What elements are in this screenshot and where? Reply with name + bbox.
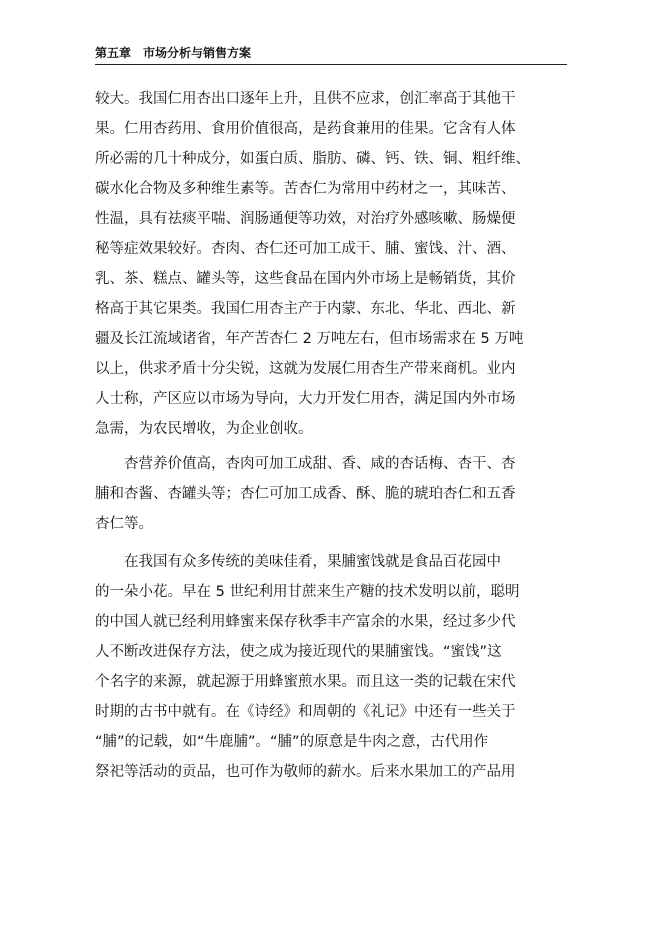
document-body xyxy=(95,84,570,787)
paragraph xyxy=(95,84,570,444)
text-line: 较大。我国仁用杏出口逐年上升，且供不应求，创汇率高于其他干 xyxy=(95,91,516,107)
text-line: 性温，具有祛痰平喘、润肠通便等功效，对治疗外感咳嗽、肠燥便 xyxy=(95,211,516,227)
text-line: 祭祀等活动的贡品，也可作为敬师的薪水。后来水果加工的产品用 xyxy=(95,764,516,780)
text-line: 杏仁等。 xyxy=(95,516,153,532)
header-divider xyxy=(95,64,567,65)
text-line: 杏营养价值高，杏肉可加工成甜、香、咸的杏话梅、杏干、杏 xyxy=(95,456,516,472)
text-line: 人士称，产区应以市场为导向，大力开发仁用杏，满足国内外市场 xyxy=(95,391,516,407)
text-line: 格高于其它果类。我国仁用杏主产于内蒙、东北、华北、西北、新 xyxy=(95,301,516,317)
text-line: 的中国人就已经利用蜂蜜来保存秋季丰产富余的水果，经过多少代 xyxy=(95,614,516,630)
paragraph xyxy=(95,449,570,539)
text-line: 乳、茶、糕点、罐头等，这些食品在国内外市场上是畅销货，其价 xyxy=(95,271,516,287)
text-line: 疆及长江流域诸省，年产苦杏仁 2 万吨左右，但市场需求在 5 万吨 xyxy=(95,331,524,347)
text-line: 所必需的几十种成分，如蛋白质、脂肪、磷、钙、铁、铜、粗纤维、 xyxy=(95,151,530,167)
text-line: 个名字的来源，就起源于用蜂蜜煎水果。而且这一类的记载在宋代 xyxy=(95,674,516,690)
paragraph xyxy=(95,547,570,787)
text-line: 碳水化合物及多种维生素等。苦杏仁为常用中药材之一，其味苦、 xyxy=(95,181,516,197)
text-line: 人不断改进保存方法，使之成为接近现代的果脯蜜饯。“蜜饯”这 xyxy=(95,644,502,660)
text-line: 急需，为农民增收，为企业创收。 xyxy=(95,421,313,437)
text-line: 以上，供求矛盾十分尖锐，这就为发展仁用杏生产带来商机。业内 xyxy=(95,361,516,377)
paragraph-spacer xyxy=(95,539,570,547)
text-line: 秘等症效果较好。杏肉、杏仁还可加工成干、脯、蜜饯、汁、酒、 xyxy=(95,241,516,257)
text-line: “脯”的记载，如“牛鹿脯”。“脯”的原意是牛肉之意，古代用作 xyxy=(95,734,489,750)
text-line: 的一朵小花。早在 5 世纪利用甘蔗来生产糖的技术发明以前，聪明 xyxy=(95,584,520,600)
text-line: 在我国有众多传统的美味佳肴，果脯蜜饯就是食品百花园中 xyxy=(95,554,501,570)
text-line: 果。仁用杏药用、食用价值很高，是药食兼用的佳果。它含有人体 xyxy=(95,121,516,137)
text-line: 脯和杏酱、杏罐头等；杏仁可加工成香、酥、脆的琥珀杏仁和五香 xyxy=(95,486,516,502)
page-header-title: 第五章 市场分析与销售方案 xyxy=(95,46,252,60)
text-line: 时期的古书中就有。在《诗经》和周朝的《礼记》中还有一些关于 xyxy=(95,704,516,720)
